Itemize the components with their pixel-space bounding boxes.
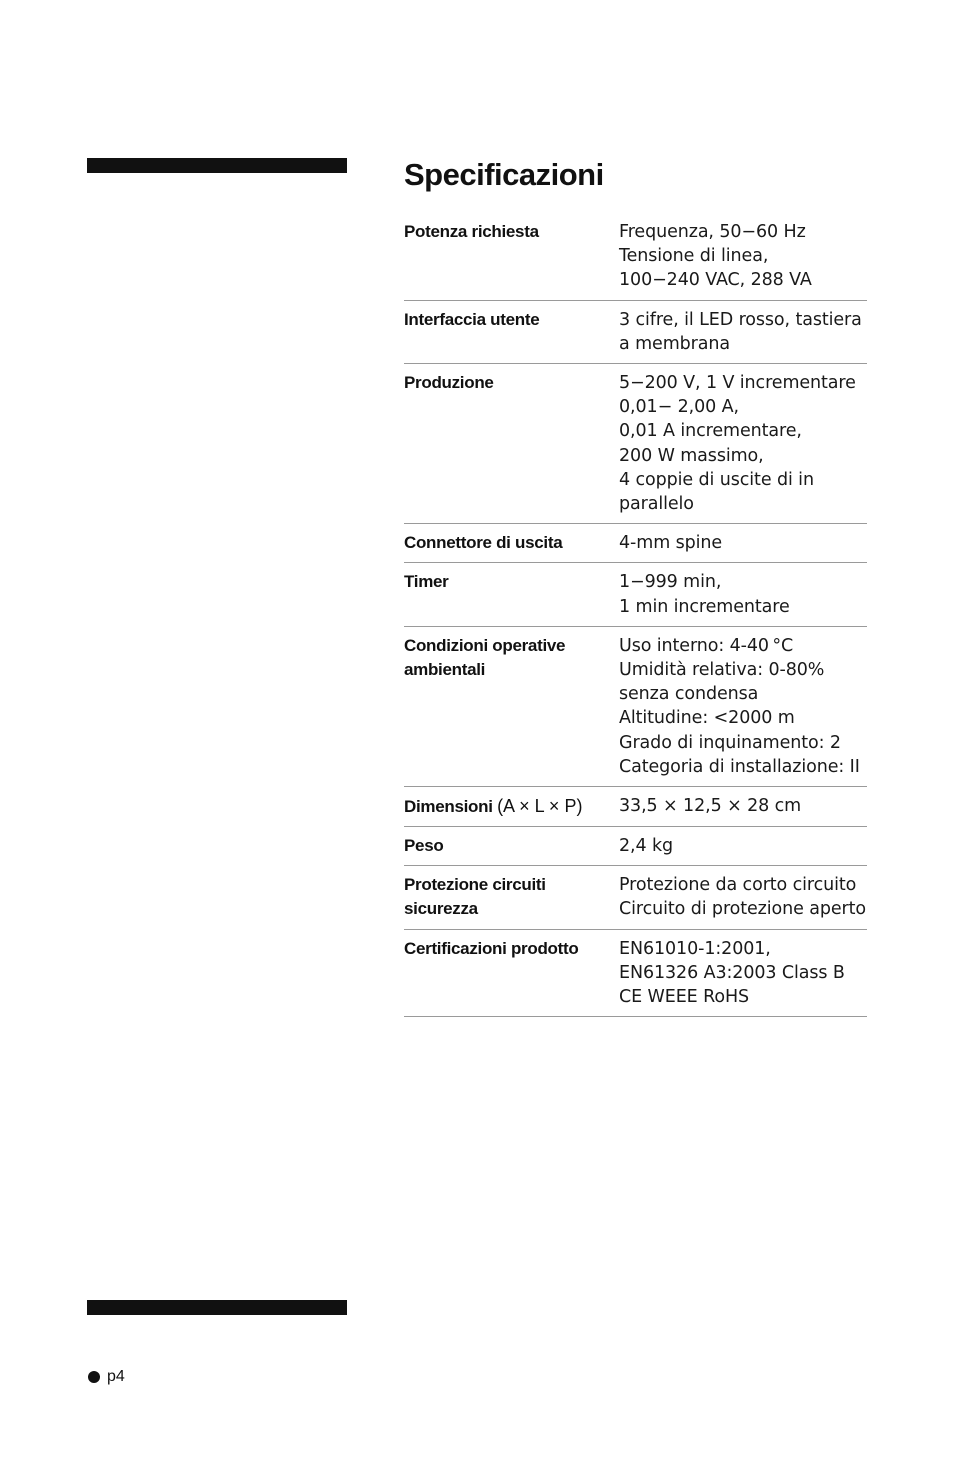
spec-label bbox=[404, 531, 619, 555]
spec-label bbox=[404, 873, 619, 921]
spec-value bbox=[619, 531, 867, 555]
spec-value bbox=[619, 634, 867, 779]
spec-label-text: Connettore di uscita bbox=[404, 533, 563, 553]
spec-label-text: Timer bbox=[404, 572, 449, 592]
page-footer bbox=[88, 1368, 125, 1386]
spec-value-line: Grado di inquinamento: 2 bbox=[619, 732, 841, 753]
spec-value-line: 200 W massimo, bbox=[619, 445, 764, 466]
spec-label-text: Peso bbox=[404, 836, 444, 856]
spec-value-line: parallelo bbox=[619, 494, 694, 515]
spec-row bbox=[404, 834, 867, 866]
spec-value-line: EN61010-1:2001, bbox=[619, 938, 771, 959]
spec-value-line: Altitudine: <2000 m bbox=[619, 708, 795, 729]
spec-label bbox=[404, 794, 619, 819]
spec-label-text: Condizioni operative ambientali bbox=[404, 635, 566, 679]
spec-value-line: Uso interno: 4-40 °C bbox=[619, 635, 794, 656]
spec-label-text: Certificazioni prodotto bbox=[404, 938, 579, 958]
spec-row bbox=[404, 634, 867, 787]
spec-label-text: Protezione circuiti sicurezza bbox=[404, 875, 546, 919]
spec-label-text: Dimensioni bbox=[404, 797, 493, 817]
spec-row bbox=[404, 570, 867, 626]
spec-value-line: Tensione di linea, bbox=[619, 246, 769, 267]
spec-row bbox=[404, 937, 867, 1018]
spec-row bbox=[404, 794, 867, 827]
spec-value bbox=[619, 873, 867, 921]
spec-row bbox=[404, 308, 867, 364]
spec-value-line: 3 cifre, il LED rosso, tastiera bbox=[619, 309, 862, 330]
spec-label-text: Potenza richiesta bbox=[404, 222, 539, 241]
spec-value bbox=[619, 937, 867, 1010]
footer-rule bbox=[87, 1300, 347, 1315]
spec-value-line: 1 min incrementare bbox=[619, 596, 790, 617]
spec-value-line: Umidità relativa: 0-80% bbox=[619, 660, 825, 681]
bullet-icon bbox=[88, 1371, 100, 1383]
spec-value-line: 4-mm spine bbox=[619, 533, 723, 554]
spec-value bbox=[619, 308, 867, 356]
spec-label bbox=[404, 834, 619, 858]
spec-row bbox=[404, 531, 867, 563]
spec-label-text: Interfaccia utente bbox=[404, 309, 540, 329]
header-rule bbox=[87, 158, 347, 173]
spec-table bbox=[404, 220, 867, 1024]
spec-value-line: 0,01− 2,00 A, bbox=[619, 397, 739, 418]
spec-value-line: Frequenza, 50−60 Hz bbox=[619, 222, 806, 242]
spec-value-line: EN61326 A3:2003 Class B bbox=[619, 962, 845, 983]
spec-value-line: 33,5 × 12,5 × 28 cm bbox=[619, 796, 802, 817]
spec-value-line: 5−200 V, 1 V incrementare bbox=[619, 373, 856, 394]
spec-row bbox=[404, 873, 867, 929]
spec-value-line: 0,01 A incrementare, bbox=[619, 421, 802, 442]
spec-row bbox=[404, 371, 867, 524]
page-number: p4 bbox=[107, 1368, 125, 1385]
spec-value bbox=[619, 220, 867, 293]
spec-value-line: 100−240 VAC, 288 VA bbox=[619, 270, 812, 291]
spec-value-line: a membrana bbox=[619, 333, 730, 354]
spec-value-line: Circuito di protezione aperto bbox=[619, 899, 867, 920]
spec-value-line: 1−999 min, bbox=[619, 572, 722, 593]
spec-value-line: Categoria di installazione: II bbox=[619, 756, 860, 777]
spec-value bbox=[619, 570, 867, 618]
spec-label bbox=[404, 634, 619, 779]
spec-value-line: Protezione da corto circuito bbox=[619, 875, 857, 896]
spec-value bbox=[619, 371, 867, 516]
spec-label bbox=[404, 371, 619, 516]
spec-value-line: CE WEEE RoHS bbox=[619, 987, 750, 1008]
spec-value-line: 2,4 kg bbox=[619, 836, 674, 857]
spec-label bbox=[404, 308, 619, 356]
spec-value bbox=[619, 834, 867, 858]
page-title: Specificazioni bbox=[404, 157, 604, 192]
spec-label bbox=[404, 220, 619, 293]
spec-label bbox=[404, 937, 619, 1010]
spec-label bbox=[404, 570, 619, 618]
spec-value-line: 4 coppie di uscite di in bbox=[619, 469, 814, 490]
spec-label-text: Produzione bbox=[404, 373, 494, 393]
spec-label-unit: (A × L × P) bbox=[497, 796, 583, 817]
spec-row bbox=[404, 220, 867, 301]
spec-value bbox=[619, 794, 867, 819]
spec-value-line: senza condensa bbox=[619, 684, 759, 705]
